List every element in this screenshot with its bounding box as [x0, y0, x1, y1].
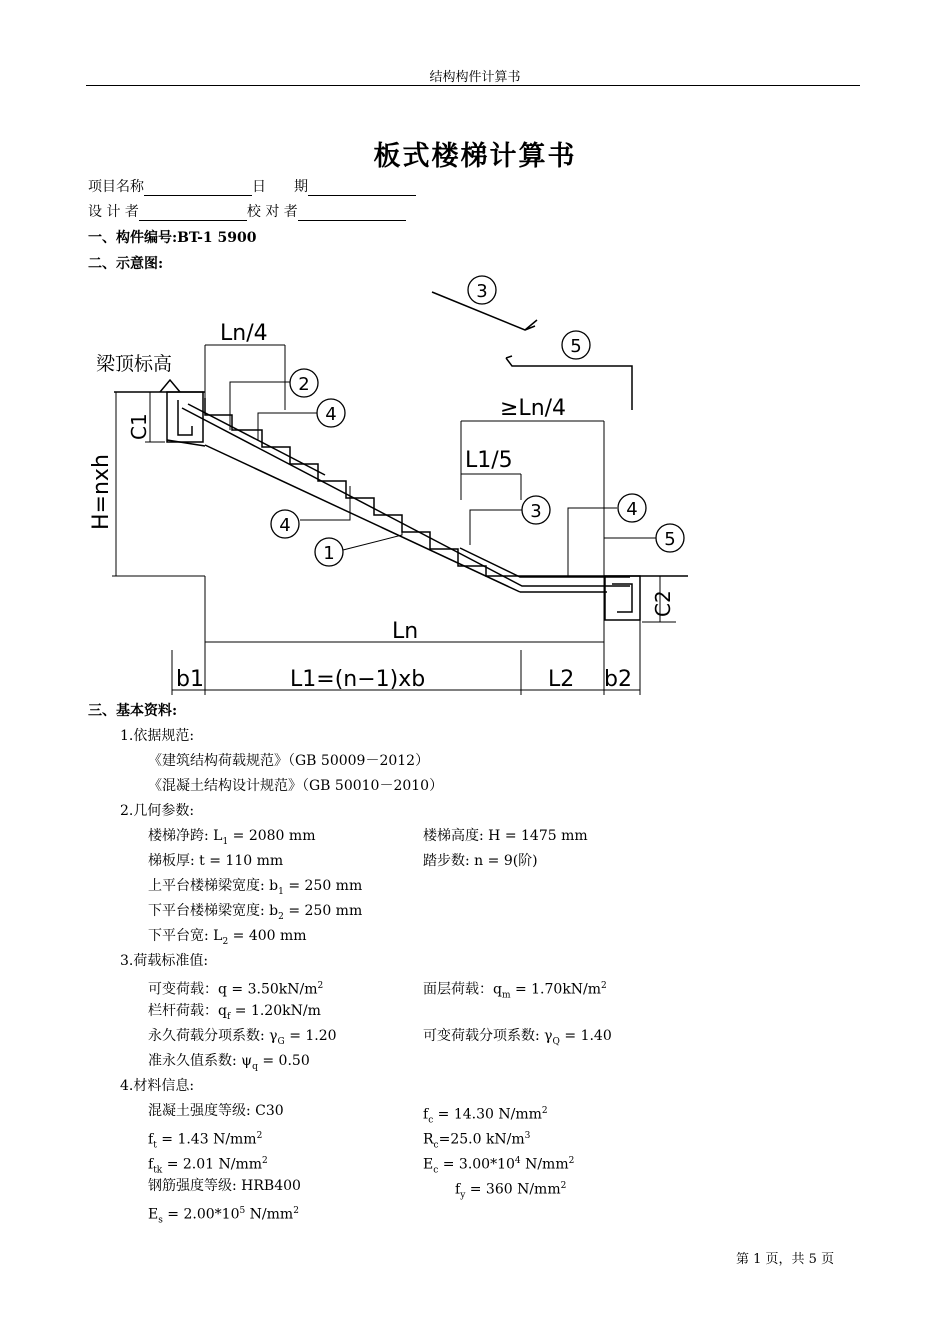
es-label: E: [148, 1206, 159, 1223]
dim-l1-5: L1/5: [465, 448, 513, 473]
fy-row: $f_y = 360$ $N/mm^2$: [455, 1181, 567, 1201]
dim-h: H=nxh: [89, 454, 114, 530]
ftk-label: f: [148, 1156, 154, 1173]
es-row: $E_s = 2.00*10^5$ $N/mm^2$: [148, 1206, 299, 1226]
bar-label-3: 3: [530, 501, 542, 522]
l2-value: = 400 mm: [228, 928, 307, 944]
dim-l1: L1=(n−1)xb: [290, 667, 426, 692]
span-value: = 2080 mm: [228, 828, 316, 844]
concrete-row: 混凝土强度等级: C30: [148, 1103, 284, 1119]
gg-label: 永久荷载分项系数: γ: [148, 1028, 278, 1044]
dim-b1: b1: [176, 667, 204, 692]
dim-c1: C1: [127, 413, 151, 440]
fc-label: f: [423, 1106, 429, 1123]
lower-beam: [605, 576, 640, 620]
mat-heading: 4.材料信息:: [120, 1078, 195, 1094]
dim-ln: Ln: [392, 619, 419, 644]
section-3: 三、基本资料:: [88, 703, 178, 719]
q-row: 可变荷载：$q = 3.50kN/m^2$: [148, 981, 324, 998]
es-value: = 2.00*10: [162, 1206, 240, 1223]
page-footer: 第 1 页，共 5 页: [736, 1252, 835, 1267]
stair-outline: [205, 398, 688, 576]
b2-value: = 250 mm: [283, 903, 363, 919]
psi-label: 准永久值系数: ψ: [148, 1053, 253, 1069]
geo-heading: 2.几何参数:: [120, 803, 195, 819]
fy-value: = 360 N/mm: [465, 1181, 561, 1198]
rc-value: =25.0 kN/m: [438, 1131, 525, 1148]
gq-label: 可变荷载分项系数: γ: [423, 1028, 553, 1044]
project-name-label: 项目名称: [88, 179, 144, 195]
bar-label-1: 1: [323, 543, 335, 564]
b1-label: 上平台楼梯梁宽度: b: [148, 878, 279, 894]
q-label: 可变荷载：q = 3.50kN/m: [148, 981, 318, 998]
l2-row: 下平台宽: $L_2 = 400$ mm: [148, 928, 307, 947]
qf-row: 栏杆荷载：$q_f = 1.20kN/m$: [148, 1003, 321, 1022]
dim-gte-ln4: ≥Ln/4: [500, 396, 567, 421]
bar-label-5: 5: [664, 529, 676, 550]
page-header: 结构构件计算书: [429, 70, 521, 85]
span-row: 楼梯净跨: $L_1 = 2080$ mm: [148, 828, 316, 847]
ec-label: E: [423, 1156, 434, 1173]
qm-label: 面层荷载：q: [423, 981, 502, 998]
bar-label-4-upper: 4: [325, 404, 337, 425]
dim-l2: L2: [548, 667, 575, 692]
gq-row: 可变荷载分项系数: $\gamma_Q = 1.40$: [423, 1028, 612, 1047]
span-label: 楼梯净跨: L: [148, 828, 223, 844]
b1-row: 上平台楼梯梁宽度: $b_1 = 250$ mm: [148, 878, 363, 897]
dim-b2: b2: [604, 667, 632, 692]
ec-value: = 3.00*10: [438, 1156, 515, 1173]
b1-value: = 250 mm: [283, 878, 363, 894]
ft-row: $f_t = 1.43$ $N/mm^2$: [148, 1131, 263, 1151]
ec-row: $E_c = 3.00*10^4$ $N/mm^2$: [423, 1156, 575, 1176]
checker-label: 校 对 者: [246, 204, 298, 220]
ftk-value: = 2.01 N/mm: [162, 1156, 263, 1173]
b2-row: 下平台楼梯梁宽度: $b_2 = 250$ mm: [148, 903, 363, 922]
section-2: 二、示意图:: [88, 256, 164, 272]
fc-value: = 14.30 N/mm: [433, 1106, 542, 1123]
code-heading: 1.依据规范:: [120, 728, 195, 744]
code-2: 《混凝土结构设计规范》（GB 50010－2010）: [148, 778, 444, 794]
rebar-1: [182, 408, 630, 586]
qf-value: = 1.20kN/m: [230, 1003, 321, 1019]
ft-label: f: [148, 1131, 154, 1148]
doc-title: 板式楼梯计算书: [373, 141, 577, 172]
load-heading: 3.荷载标准值:: [120, 953, 209, 969]
l2-label: 下平台宽: L: [148, 928, 223, 944]
ftk-row: $f_{tk} = 2.01$ $N/mm^2$: [148, 1156, 268, 1176]
section-1: 一、构件编号:BT-1 5900: [88, 230, 257, 246]
dim-c2: C2: [651, 590, 675, 617]
beam-top-label: 梁顶标高: [96, 353, 173, 375]
psi-value: = 0.50: [257, 1053, 310, 1069]
ec-unit: N/mm: [520, 1156, 569, 1173]
designer-label: 设 计 者: [88, 204, 139, 220]
bar-label-4-left: 4: [279, 515, 291, 536]
height-row: 楼梯高度: H = 1475 mm: [423, 828, 588, 844]
bar-label-5-top: 5: [570, 336, 582, 357]
es-unit: N/mm: [245, 1206, 294, 1223]
date-label: 日 期: [252, 179, 308, 195]
bar-label-3-top: 3: [476, 281, 488, 302]
ft-value: = 1.43 N/mm: [156, 1131, 257, 1148]
fy-label: f: [455, 1181, 461, 1198]
fc-row: $f_c = 14.30$ $N/mm^2$: [423, 1106, 548, 1126]
gq-value: = 1.40: [559, 1028, 612, 1044]
psi-row: 准永久值系数: $\psi_q = 0.50$: [148, 1053, 310, 1072]
qf-label: 栏杆荷载：q: [148, 1003, 227, 1019]
qm-value: = 1.70kN/m: [510, 981, 602, 998]
gg-row: 永久荷载分项系数: $\gamma_G = 1.20$: [148, 1028, 337, 1047]
code-1: 《建筑结构荷载规范》（GB 50009－2012）: [148, 753, 430, 769]
bar-label-2: 2: [298, 374, 310, 395]
steel-row: 钢筋强度等级: HRB400: [148, 1178, 301, 1194]
qm-row: 面层荷载：$q_m = 1.70kN/m^2$: [423, 981, 607, 1001]
dim-ln4: Ln/4: [220, 321, 268, 346]
gg-value: = 1.20: [284, 1028, 337, 1044]
b2-label: 下平台楼梯梁宽度: b: [148, 903, 279, 919]
rc-row: $R_c=25.0$ $kN/m^3$: [423, 1131, 531, 1151]
thick-row: 梯板厚: t = 110 mm: [148, 853, 284, 869]
steps-row: 踏步数: n = 9(阶): [423, 853, 538, 869]
rc-label: R: [423, 1131, 434, 1148]
bar-label-4-right: 4: [626, 499, 638, 520]
